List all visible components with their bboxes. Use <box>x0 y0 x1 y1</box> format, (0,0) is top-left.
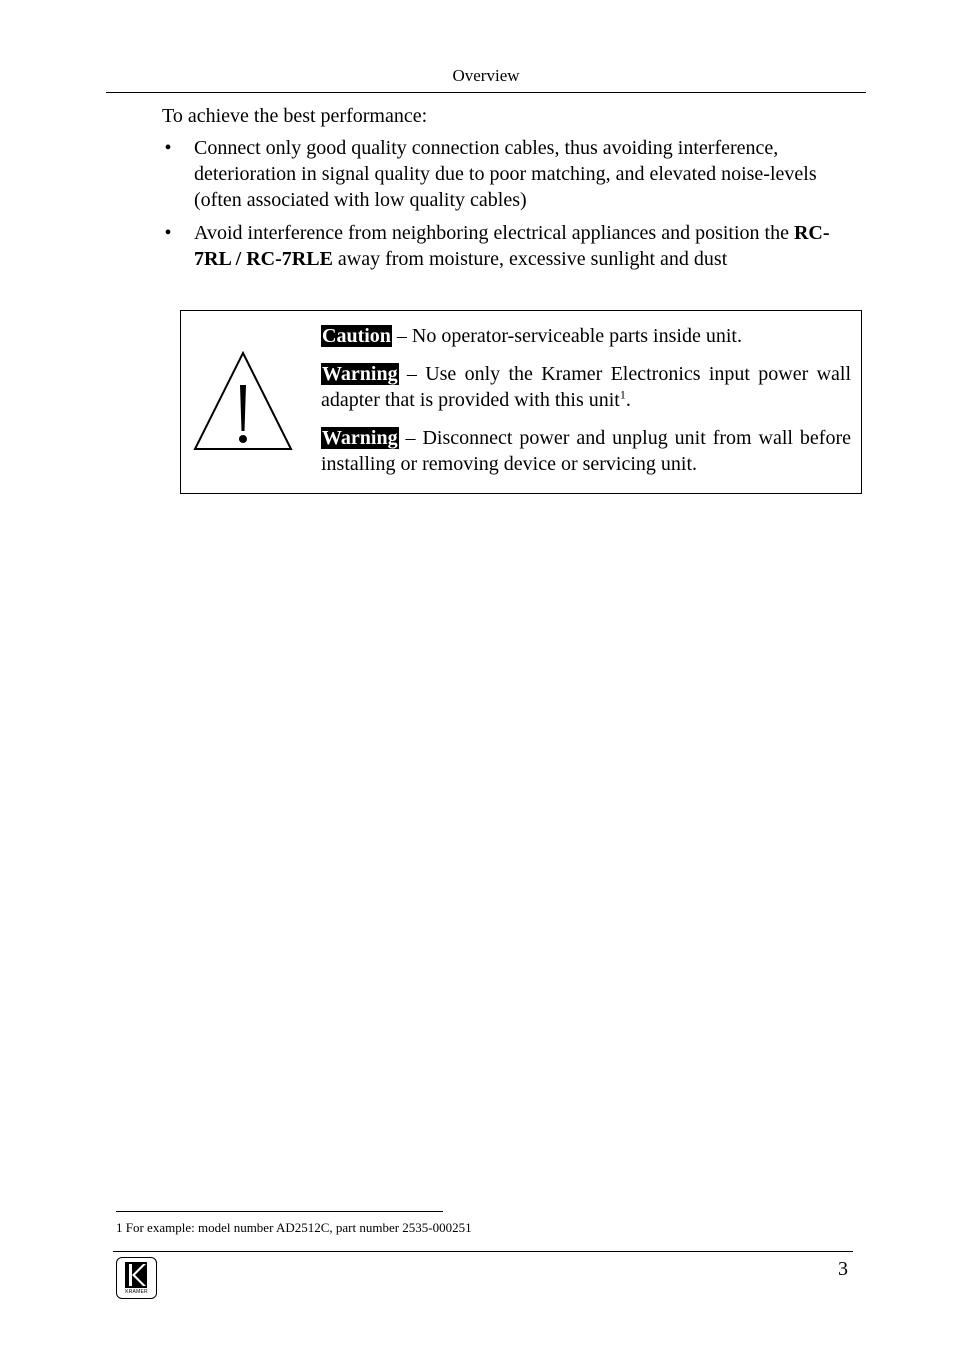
footnote: 1 For example: model number AD2512C, part number 2535-000251 <box>116 1220 472 1235</box>
list-item-text: Connect only good quality connection cables, thus avoiding interference, deterioration in signal quality due to poor matching, and elevated noise-levels (often associated with low quality cables) <box>194 137 817 211</box>
warning-label: Warning <box>322 363 398 385</box>
page-number: 3 <box>838 1258 848 1280</box>
footer-divider <box>113 1251 853 1252</box>
footnote-divider <box>116 1211 443 1212</box>
warning-triangle-icon <box>193 351 293 451</box>
caution-label: Caution <box>322 325 391 347</box>
intro-text: To achieve the best performance: <box>162 105 428 127</box>
footnote-reference: 1 <box>619 387 626 402</box>
warning-line-power <box>321 425 851 477</box>
caution-line <box>321 323 851 349</box>
list-item-text-before: Avoid interference from neighboring electrical appliances and position the <box>194 222 794 244</box>
header-divider <box>106 92 866 93</box>
recommendations-list <box>162 135 862 279</box>
bullet-icon: • <box>164 222 172 244</box>
list-item <box>162 135 862 213</box>
bullet-icon: • <box>164 137 172 159</box>
warning-text: – Disconnect power and unplug unit from wall before installing or removing device or servicing unit. <box>321 427 851 475</box>
caution-text: – No operator-serviceable parts inside unit. <box>391 325 742 347</box>
page-header-title: Overview <box>452 66 520 85</box>
warning-line-adapter <box>321 361 851 413</box>
model-name: RC-7RL / RC-7RLE <box>194 222 830 270</box>
warning-text-end: . <box>625 389 631 411</box>
warning-text: – Use only the Kramer Electronics input power wall adapter that is provided with this unit <box>321 363 851 411</box>
safety-notice-box <box>180 310 862 494</box>
kramer-k-icon <box>117 1260 155 1290</box>
list-item <box>162 220 862 272</box>
warning-label: Warning <box>322 427 398 449</box>
logo-wordmark: KRAMER <box>125 1289 148 1295</box>
notice-text <box>321 323 851 489</box>
list-item-text-after: away from moisture, excessive sunlight and dust <box>332 248 728 270</box>
kramer-logo-icon <box>116 1257 157 1299</box>
